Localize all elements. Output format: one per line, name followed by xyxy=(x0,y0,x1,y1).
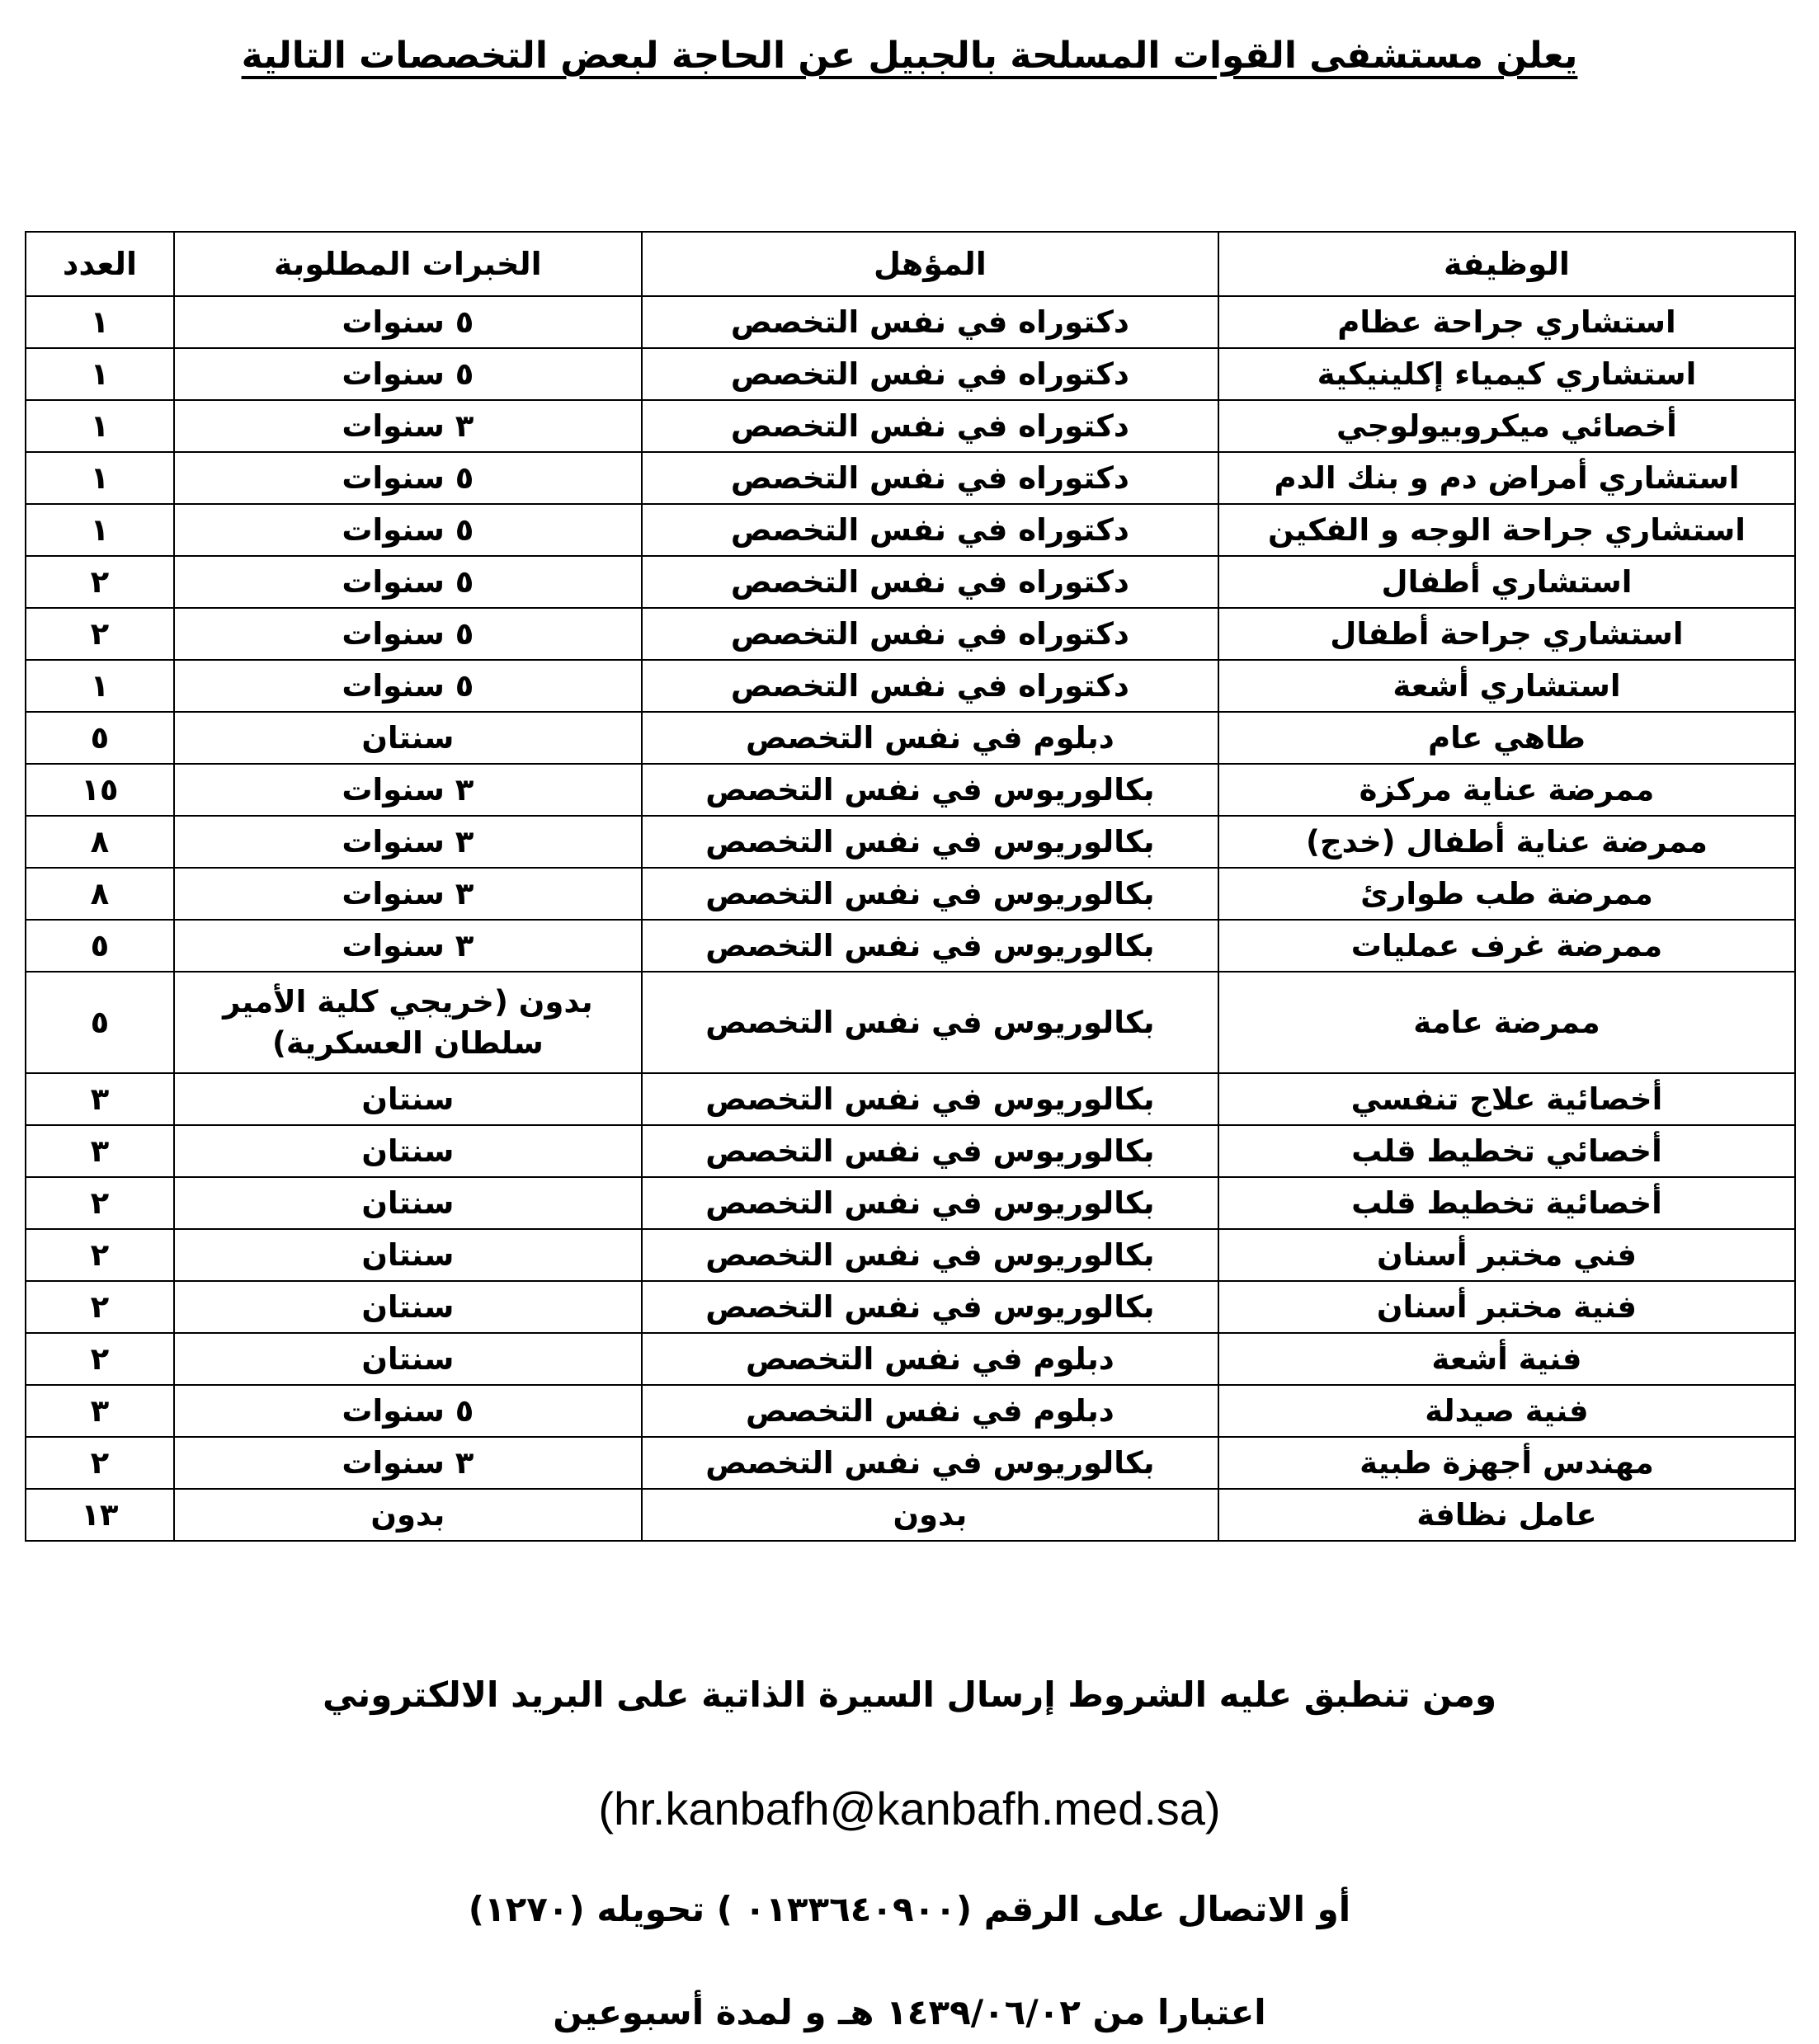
cell-qualification: بكالوريوس في نفس التخصص xyxy=(642,1437,1218,1489)
cell-job: استشاري أمراض دم و بنك الدم xyxy=(1218,452,1795,504)
cell-count: ١٥ xyxy=(26,764,174,816)
cell-count: ٢ xyxy=(26,608,174,660)
cell-job: فني مختبر أسنان xyxy=(1218,1229,1795,1281)
table-row xyxy=(26,504,1795,556)
cell-qualification: دكتوراه في نفس التخصص xyxy=(642,504,1218,556)
cell-count: ٢ xyxy=(26,1437,174,1489)
table-header-row xyxy=(26,232,1795,296)
table-row xyxy=(26,1333,1795,1385)
table-row xyxy=(26,920,1795,972)
table-row xyxy=(26,1281,1795,1333)
cell-qualification: بكالوريوس في نفس التخصص xyxy=(642,1177,1218,1229)
cell-qualification: دكتوراه في نفس التخصص xyxy=(642,452,1218,504)
cell-job: عامل نظافة xyxy=(1218,1489,1795,1541)
cell-experience: ٣ سنوات xyxy=(174,816,642,868)
cell-job: استشاري جراحة الوجه و الفكين xyxy=(1218,504,1795,556)
cell-experience: بدون xyxy=(174,1489,642,1541)
cell-qualification: دكتوراه في نفس التخصص xyxy=(642,660,1218,712)
table-row xyxy=(26,1437,1795,1489)
cell-count: ٥ xyxy=(26,712,174,764)
cell-experience: ٣ سنوات xyxy=(174,764,642,816)
cell-experience: ٥ سنوات xyxy=(174,608,642,660)
table-row xyxy=(26,1073,1795,1125)
header-qualification: المؤهل xyxy=(642,232,1218,296)
cell-qualification: دبلوم في نفس التخصص xyxy=(642,1333,1218,1385)
cell-experience: ٥ سنوات xyxy=(174,348,642,400)
cell-qualification: بكالوريوس في نفس التخصص xyxy=(642,920,1218,972)
cell-count: ١٣ xyxy=(26,1489,174,1541)
cell-qualification: بكالوريوس في نفس التخصص xyxy=(642,1281,1218,1333)
cell-job: فنية مختبر أسنان xyxy=(1218,1281,1795,1333)
footer-instructions: ومن تنطبق عليه الشروط إرسال السيرة الذاتية على البريد الالكتروني xyxy=(322,1674,1497,1715)
cell-job: استشاري أطفال xyxy=(1218,556,1795,608)
footer-phone: أو الاتصال على الرقم (٠١٣٣٦٤٠٩٠٠ ) تحويله (١٢٧٠) xyxy=(468,1889,1351,1929)
cell-qualification: دكتوراه في نفس التخصص xyxy=(642,296,1218,348)
cell-job: استشاري أشعة xyxy=(1218,660,1795,712)
cell-qualification: بكالوريوس في نفس التخصص xyxy=(642,816,1218,868)
table-row xyxy=(26,1489,1795,1541)
cell-experience: ٥ سنوات xyxy=(174,452,642,504)
cell-experience: سنتان xyxy=(174,1073,642,1125)
cell-count: ٢ xyxy=(26,1177,174,1229)
cell-job: ممرضة عامة xyxy=(1218,972,1795,1073)
table-row xyxy=(26,348,1795,400)
cell-qualification: دكتوراه في نفس التخصص xyxy=(642,556,1218,608)
cell-qualification: بكالوريوس في نفس التخصص xyxy=(642,868,1218,920)
table-row xyxy=(26,1229,1795,1281)
cell-job: استشاري جراحة عظام xyxy=(1218,296,1795,348)
cell-count: ٨ xyxy=(26,816,174,868)
table-row xyxy=(26,400,1795,452)
cell-count: ٢ xyxy=(26,1333,174,1385)
cell-job: ممرضة عناية مركزة xyxy=(1218,764,1795,816)
table-row xyxy=(26,608,1795,660)
cell-job: أخصائية تخطيط قلب xyxy=(1218,1177,1795,1229)
cell-count: ١ xyxy=(26,296,174,348)
cell-qualification: دكتوراه في نفس التخصص xyxy=(642,400,1218,452)
cell-experience: سنتان xyxy=(174,1333,642,1385)
cell-experience: ٥ سنوات xyxy=(174,660,642,712)
cell-qualification: بدون xyxy=(642,1489,1218,1541)
cell-qualification: دكتوراه في نفس التخصص xyxy=(642,348,1218,400)
page-title-text: يعلن مستشفى القوات المسلحة بالجبيل عن الحاجة لبعض التخصصات التالية xyxy=(241,35,1578,77)
cell-job: ممرضة غرف عمليات xyxy=(1218,920,1795,972)
cell-job: أخصائي تخطيط قلب xyxy=(1218,1125,1795,1177)
cell-count: ١ xyxy=(26,452,174,504)
table-row xyxy=(26,816,1795,868)
cell-job: ممرضة عناية أطفال (خدج) xyxy=(1218,816,1795,868)
cell-count: ١ xyxy=(26,400,174,452)
cell-count: ٣ xyxy=(26,1385,174,1437)
cell-qualification: بكالوريوس في نفس التخصص xyxy=(642,764,1218,816)
table-row xyxy=(26,1385,1795,1437)
table-row xyxy=(26,296,1795,348)
footer-email: (hr.kanbafh@kanbafh.med.sa) xyxy=(598,1783,1221,1834)
cell-experience: ٥ سنوات xyxy=(174,556,642,608)
cell-qualification: بكالوريوس في نفس التخصص xyxy=(642,1229,1218,1281)
cell-job: أخصائية علاج تنفسي xyxy=(1218,1073,1795,1125)
cell-count: ١ xyxy=(26,348,174,400)
cell-qualification: دبلوم في نفس التخصص xyxy=(642,712,1218,764)
cell-experience: ٥ سنوات xyxy=(174,504,642,556)
table-row xyxy=(26,1125,1795,1177)
page-title xyxy=(0,31,1819,81)
cell-count: ٢ xyxy=(26,1281,174,1333)
cell-job: استشاري جراحة أطفال xyxy=(1218,608,1795,660)
cell-count: ٥ xyxy=(26,972,174,1073)
cell-experience: سنتان xyxy=(174,1125,642,1177)
table-row xyxy=(26,972,1795,1073)
cell-job: طاهي عام xyxy=(1218,712,1795,764)
cell-count: ١ xyxy=(26,660,174,712)
cell-experience: ٥ سنوات xyxy=(174,296,642,348)
table-row xyxy=(26,712,1795,764)
cell-count: ٢ xyxy=(26,1229,174,1281)
cell-qualification: بكالوريوس في نفس التخصص xyxy=(642,972,1218,1073)
cell-job: أخصائي ميكروبيولوجي xyxy=(1218,400,1795,452)
table-row xyxy=(26,764,1795,816)
cell-experience: سنتان xyxy=(174,1229,642,1281)
cell-experience: ٣ سنوات xyxy=(174,400,642,452)
cell-qualification: بكالوريوس في نفس التخصص xyxy=(642,1125,1218,1177)
table-row xyxy=(26,556,1795,608)
cell-count: ٥ xyxy=(26,920,174,972)
cell-experience: ٣ سنوات xyxy=(174,1437,642,1489)
cell-job: ممرضة طب طوارئ xyxy=(1218,868,1795,920)
cell-count: ٨ xyxy=(26,868,174,920)
cell-experience: بدون (خريجي كلية الأمير سلطان العسكرية) xyxy=(174,972,642,1073)
cell-qualification: دكتوراه في نفس التخصص xyxy=(642,608,1218,660)
cell-count: ٢ xyxy=(26,556,174,608)
header-experience: الخبرات المطلوبة xyxy=(174,232,642,296)
cell-experience: سنتان xyxy=(174,712,642,764)
jobs-table xyxy=(25,231,1796,1542)
cell-job: مهندس أجهزة طبية xyxy=(1218,1437,1795,1489)
cell-experience: ٣ سنوات xyxy=(174,868,642,920)
cell-count: ١ xyxy=(26,504,174,556)
cell-experience: ٣ سنوات xyxy=(174,920,642,972)
header-count: العدد xyxy=(26,232,174,296)
cell-count: ٣ xyxy=(26,1073,174,1125)
table-row xyxy=(26,868,1795,920)
table-row xyxy=(26,452,1795,504)
cell-qualification: دبلوم في نفس التخصص xyxy=(642,1385,1218,1437)
cell-job: فنية صيدلة xyxy=(1218,1385,1795,1437)
header-job: الوظيفة xyxy=(1218,232,1795,296)
cell-experience: سنتان xyxy=(174,1177,642,1229)
cell-job: فنية أشعة xyxy=(1218,1333,1795,1385)
table-row xyxy=(26,1177,1795,1229)
footer-date: اعتبارا من ١٤٣٩/٠٦/٠٢ هـ و لمدة أسبوعين xyxy=(553,1992,1266,2032)
cell-experience: ٥ سنوات xyxy=(174,1385,642,1437)
cell-job: استشاري كيمياء إكلينيكية xyxy=(1218,348,1795,400)
cell-count: ٣ xyxy=(26,1125,174,1177)
cell-experience: سنتان xyxy=(174,1281,642,1333)
table-row xyxy=(26,660,1795,712)
cell-qualification: بكالوريوس في نفس التخصص xyxy=(642,1073,1218,1125)
